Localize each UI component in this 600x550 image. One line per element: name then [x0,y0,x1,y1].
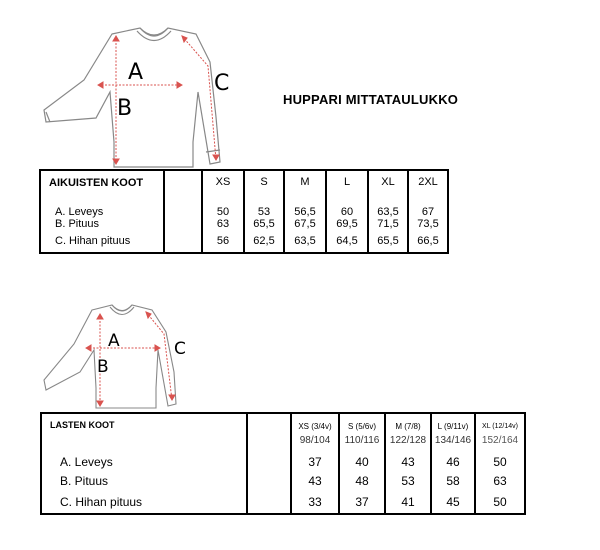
value-cell: 46 [431,449,475,471]
size-name: S (5/6v) [347,422,376,431]
value-cell: 63,5 [368,200,408,218]
size-name: XS (3/4v) [298,422,332,431]
adult-label-a: A [128,60,144,85]
value-cell: 60 [326,200,368,218]
row-label: C. Hihan pituus [40,235,164,253]
height-range: 110/116 [344,435,380,446]
table-row [40,218,448,235]
adult-label-b: B [117,96,133,121]
child-label-c: C [174,339,186,359]
value-cell: 37 [339,492,385,514]
child-heading: LASTEN KOOT [41,413,247,449]
child-blank-cell [247,413,291,449]
child-size-header [475,413,525,449]
child-header-row [41,413,525,449]
child-size-table [40,412,526,515]
adult-size-header: 2XL [408,170,448,200]
value-cell: 41 [385,492,431,514]
adult-label-c: C [214,71,230,96]
child-label-a: A [108,331,120,351]
height-range: 134/146 [434,435,472,446]
value-cell: 48 [339,471,385,492]
value-cell: 63 [475,471,525,492]
height-range: 122/128 [389,435,427,446]
value-cell: 50 [475,492,525,514]
value-cell: 50 [202,200,244,218]
blank-cell [247,492,291,514]
size-name: M (7/8) [395,422,421,431]
row-label: B. Pituus [41,471,247,492]
value-cell: 64,5 [326,235,368,253]
blank-cell [164,200,202,218]
value-cell: 65,5 [368,235,408,253]
adult-size-header: L [326,170,368,200]
height-range: 98/104 [299,435,331,446]
size-name: XL (12/14v) [482,423,518,430]
height-range: 152/164 [481,435,519,446]
blank-cell [247,449,291,471]
table-row [41,449,525,471]
value-cell: 45 [431,492,475,514]
child-size-header [431,413,475,449]
value-cell: 53 [244,200,284,218]
value-cell: 33 [291,492,339,514]
value-cell: 63,5 [284,235,326,253]
blank-cell [164,235,202,253]
value-cell: 66,5 [408,235,448,253]
child-size-header [385,413,431,449]
value-cell: 43 [291,471,339,492]
child-label-b: B [97,357,109,377]
child-size-header [291,413,339,449]
value-cell: 69,5 [326,218,368,235]
adult-header-row [40,170,448,200]
child-sweatshirt-diagram [40,300,190,412]
value-cell: 56 [202,235,244,253]
adult-size-table [39,169,449,254]
value-cell: 37 [291,449,339,471]
value-cell: 58 [431,471,475,492]
page-title: HUPPARI MITTATAULUKKO [283,92,459,107]
adult-blank-cell [164,170,202,200]
row-label: A. Leveys [41,449,247,471]
table-row [41,492,525,514]
value-cell: 62,5 [244,235,284,253]
value-cell: 53 [385,471,431,492]
value-cell: 73,5 [408,218,448,235]
value-cell: 50 [475,449,525,471]
adult-heading: AIKUISTEN KOOT [40,170,164,200]
value-cell: 65,5 [244,218,284,235]
adult-size-header: M [284,170,326,200]
value-cell: 56,5 [284,200,326,218]
table-row [40,235,448,253]
table-row [40,200,448,218]
blank-cell [164,218,202,235]
row-label: B. Pituus [40,218,164,235]
value-cell: 43 [385,449,431,471]
adult-size-header: S [244,170,284,200]
value-cell: 67,5 [284,218,326,235]
value-cell: 63 [202,218,244,235]
adult-size-header: XL [368,170,408,200]
adult-size-header: XS [202,170,244,200]
adult-sweatshirt-diagram [40,22,240,170]
value-cell: 71,5 [368,218,408,235]
size-name: L (9/11v) [437,422,469,431]
child-size-header [339,413,385,449]
row-label: C. Hihan pituus [41,492,247,514]
value-cell: 67 [408,200,448,218]
row-label: A. Leveys [40,200,164,218]
value-cell: 40 [339,449,385,471]
blank-cell [247,471,291,492]
table-row [41,471,525,492]
